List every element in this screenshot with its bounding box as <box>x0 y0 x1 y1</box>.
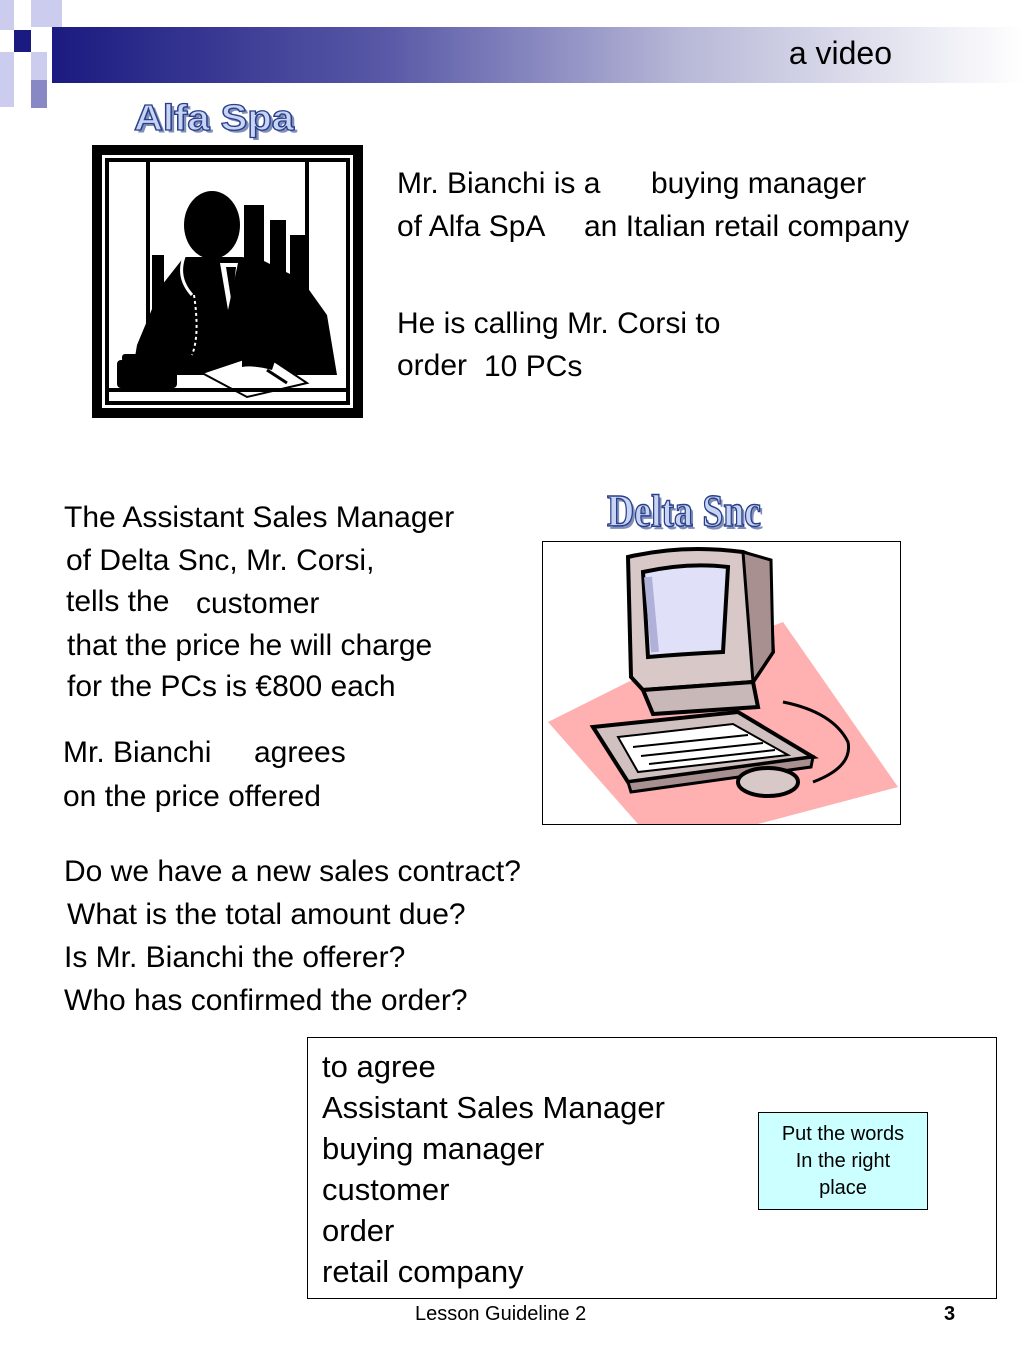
word-bank-item[interactable]: Assistant Sales Manager <box>322 1090 665 1125</box>
word-bank-item[interactable]: retail company <box>322 1254 524 1289</box>
word-bank-list <box>322 1046 665 1292</box>
instruction-box <box>758 1112 928 1210</box>
alfa-text: buying manager <box>651 167 867 200</box>
question: Do we have a new sales contract? <box>64 855 521 888</box>
alfa-text: Mr. Bianchi is a <box>397 167 601 200</box>
corner-square <box>0 52 14 107</box>
instruction-line: In the right <box>795 1149 891 1172</box>
instruction-line: Put the words <box>781 1122 905 1145</box>
man-on-phone-icon <box>92 145 363 418</box>
alfa-text: 10 PCs <box>484 350 583 383</box>
alfa-text: of Alfa SpA <box>397 210 546 243</box>
computer-icon <box>543 542 900 824</box>
instruction-line: place <box>819 1176 867 1199</box>
computer-picture-frame <box>542 541 901 825</box>
slide-title: a video <box>788 35 892 71</box>
word-bank-item[interactable]: to agree <box>322 1049 436 1084</box>
corner-square <box>31 0 62 27</box>
alfa-logo-text: Alfa Spa <box>134 98 295 138</box>
delta-text: tells the <box>66 585 170 618</box>
delta-text: agrees <box>254 736 346 769</box>
alfa-text: He is calling Mr. Corsi to <box>397 307 721 340</box>
question: Who has confirmed the order? <box>64 984 468 1017</box>
delta-text: Mr. Bianchi <box>63 736 212 769</box>
footer-lesson: Lesson Guideline 2 <box>415 1303 587 1325</box>
word-bank-item[interactable]: order <box>322 1213 395 1248</box>
corner-square <box>31 52 47 80</box>
word-bank-item[interactable]: customer <box>322 1172 450 1207</box>
page-number: 3 <box>944 1303 956 1325</box>
word-bank-item[interactable]: buying manager <box>322 1131 545 1166</box>
alfa-text: order <box>397 349 468 382</box>
question: What is the total amount due? <box>67 898 466 931</box>
corner-square <box>0 0 14 30</box>
alfa-text: an Italian retail company <box>584 210 910 243</box>
corner-square <box>14 30 31 52</box>
question: Is Mr. Bianchi the offerer? <box>64 941 406 974</box>
corner-square <box>31 80 47 108</box>
delta-text: for the PCs is €800 each <box>67 670 396 703</box>
delta-text: The Assistant Sales Manager <box>64 501 455 534</box>
delta-text: customer <box>196 587 320 620</box>
delta-text: of Delta Snc, Mr. Corsi, <box>66 544 375 577</box>
delta-text: that the price he will charge <box>67 629 433 662</box>
delta-logo-text: Delta Snc <box>607 485 762 536</box>
delta-text: on the price offered <box>63 780 321 813</box>
